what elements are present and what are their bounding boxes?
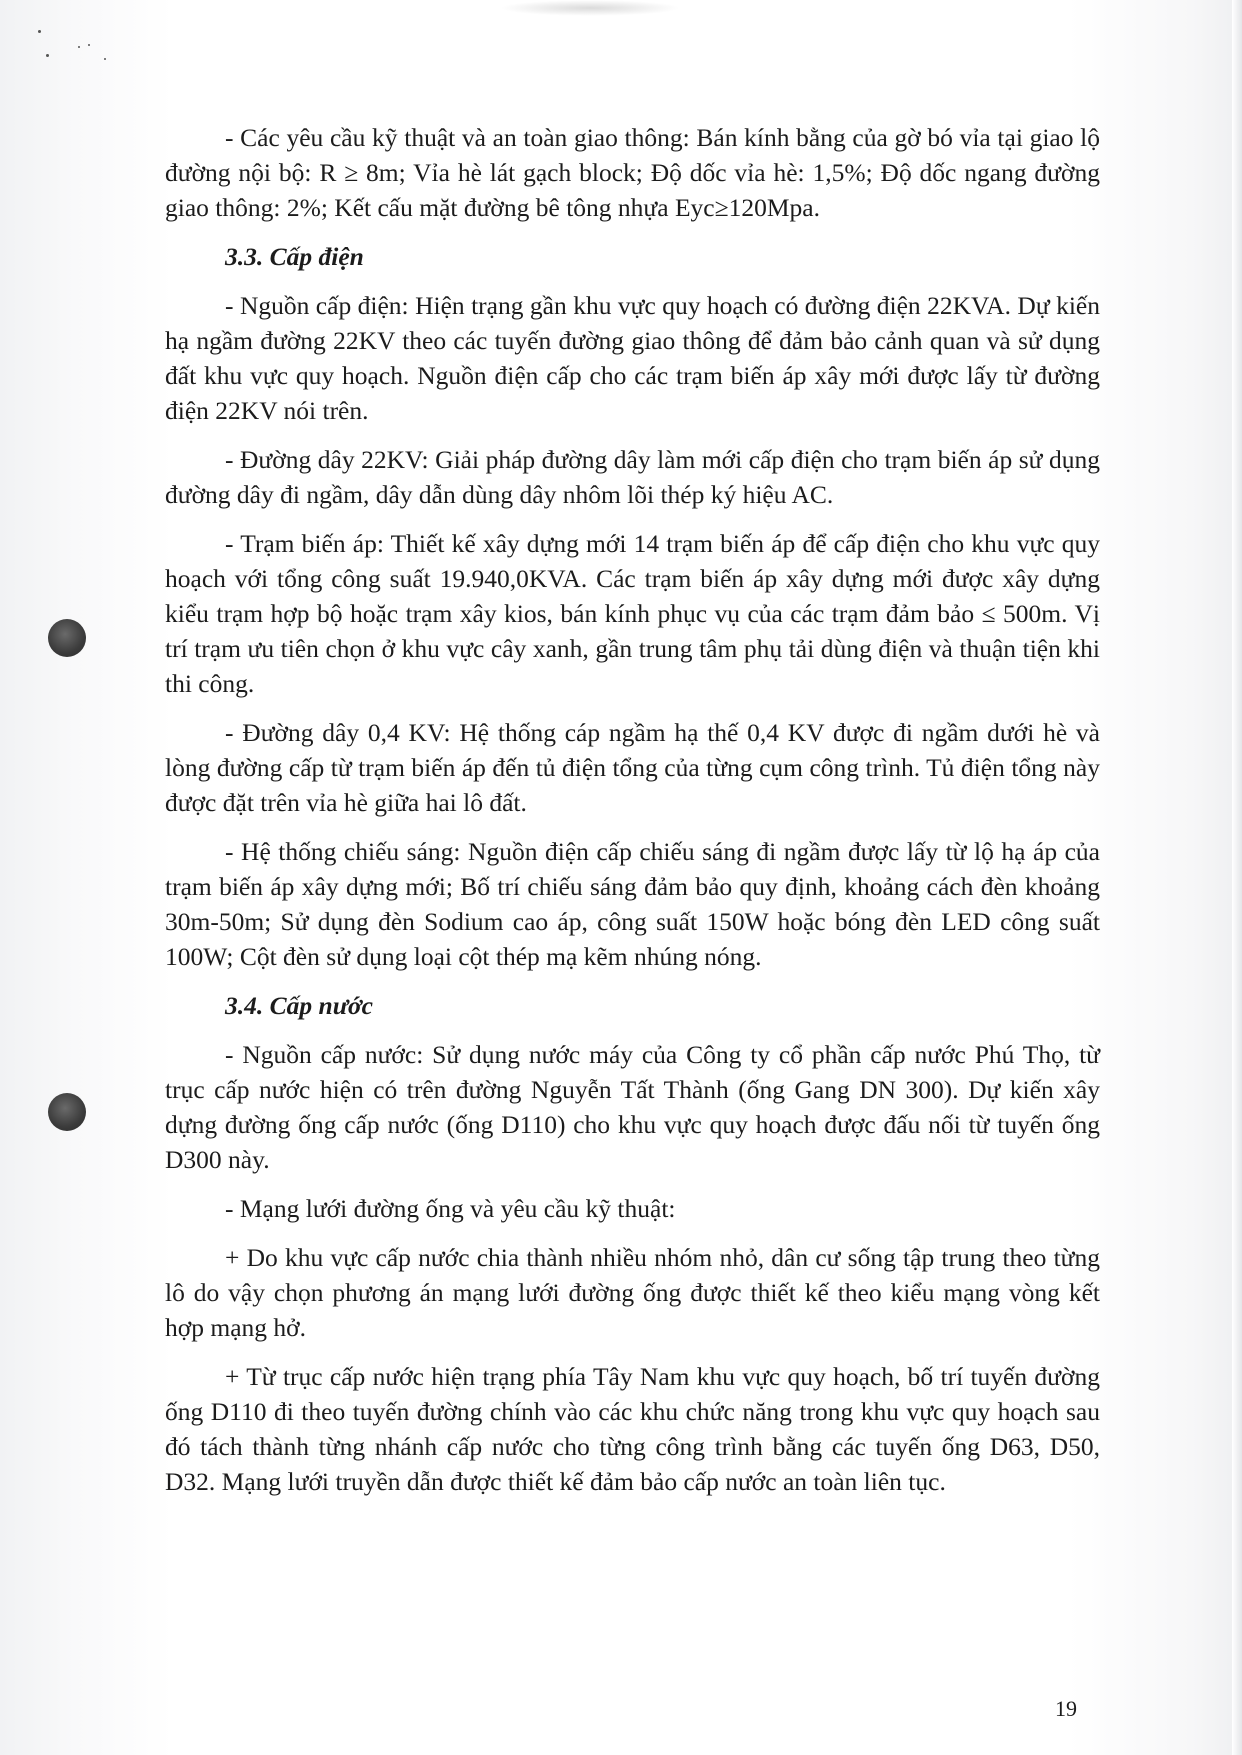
punch-hole xyxy=(48,619,86,657)
scan-speck xyxy=(88,44,90,46)
scan-speck xyxy=(38,30,41,33)
page-edge-shadow xyxy=(1232,0,1242,1755)
page-number: 19 xyxy=(1055,1696,1077,1721)
paragraph-lighting-system: - Hệ thống chiếu sáng: Nguồn điện cấp chiếu sáng đi ngầm được lấy từ lộ hạ áp của trạm biến áp xây dựng mới; Bố trí chiếu sáng đảm bảo quy định, khoảng cách đèn khoảng 30m-50m; Sử dụng đèn Sodium cao áp, công suất 150W hoặc bóng đèn LED công suất 100W; Cột đèn sử dụng loại cột thép mạ kẽm nhúng nóng. xyxy=(165,837,1100,971)
scan-smudge xyxy=(500,0,680,16)
paragraph-traffic-requirements: - Các yêu cầu kỹ thuật và an toàn giao thông: Bán kính bằng của gờ bó vỉa tại giao lộ đường nội bộ: R ≥ 8m; Vỉa hè lát gạch block; Độ dốc vỉa hè: 1,5%; Độ dốc ngang đường giao thông: 2%; Kết cấu mặt đường bê tông nhựa Eyc≥120Mpa. xyxy=(165,123,1100,222)
section-heading-water-supply: 3.4. Cấp nước xyxy=(225,991,373,1020)
document-body xyxy=(165,120,1100,1513)
punch-hole xyxy=(48,1093,86,1131)
paragraph-04kv-line: - Đường dây 0,4 KV: Hệ thống cáp ngầm hạ thế 0,4 KV được đi ngầm dưới hè và lòng đường cấp từ trạm biến áp đến tủ điện tổng của từng cụm công trình. Tủ điện tổng này được đặt trên vỉa hè giữa hai lô đất. xyxy=(165,718,1100,817)
paragraph-water-source: - Nguồn cấp nước: Sử dụng nước máy của Công ty cổ phần cấp nước Phú Thọ, từ trục cấp nước hiện có trên đường Nguyễn Tất Thành (ống Gang DN 300). Dự kiến xây dựng đường ống cấp nước (ống D110) cho khu vực quy hoạch được đấu nối từ tuyến ống D300 này. xyxy=(165,1040,1100,1174)
scan-speck xyxy=(78,46,80,48)
paragraph-pipe-network-intro: - Mạng lưới đường ống và yêu cầu kỹ thuật: xyxy=(225,1194,676,1223)
section-heading-power-supply: 3.3. Cấp điện xyxy=(225,242,364,271)
paragraph-22kv-line: - Đường dây 22KV: Giải pháp đường dây làm mới cấp điện cho trạm biến áp sử dụng đường dây đi ngầm, dây dẫn dùng dây nhôm lõi thép ký hiệu AC. xyxy=(165,445,1100,509)
paragraph-power-source: - Nguồn cấp điện: Hiện trạng gần khu vực quy hoạch có đường điện 22KVA. Dự kiến hạ ngầm đường 22KV theo các tuyến đường giao thông để đảm bảo cảnh quan và sử dụng đất khu vực quy hoạch. Nguồn điện cấp cho các trạm biến áp xây mới được lấy từ đường điện 22KV nói trên. xyxy=(165,291,1100,425)
scan-speck xyxy=(104,58,106,60)
scan-speck xyxy=(46,54,49,57)
paragraph-transformer-station: - Trạm biến áp: Thiết kế xây dựng mới 14 trạm biến áp để cấp điện cho khu vực quy hoạch với tổng công suất 19.940,0KVA. Các trạm biến áp xây dựng mới được xây dựng kiểu trạm hợp bộ hoặc trạm xây kios, bán kính phục vụ của các trạm đảm bảo ≤ 500m. Vị trí trạm ưu tiên chọn ở khu vực cây xanh, gần trung tâm phụ tải dùng điện và thuận tiện khi thi công. xyxy=(165,529,1100,698)
paragraph-network-type: + Do khu vực cấp nước chia thành nhiều nhóm nhỏ, dân cư sống tập trung theo từng lô do vậy chọn phương án mạng lưới đường ống được thiết kế theo kiểu mạng vòng kết hợp mạng hở. xyxy=(165,1243,1100,1342)
paragraph-pipe-routing: + Từ trục cấp nước hiện trạng phía Tây Nam khu vực quy hoạch, bố trí tuyến đường ống D110 đi theo tuyến đường chính vào các khu chức năng trong khu vực quy hoạch sau đó tách thành từng nhánh cấp nước cho từng công trình bằng các tuyến ống D63, D50, D32. Mạng lưới truyền dẫn được thiết kế đảm bảo cấp nước an toàn liên tục. xyxy=(165,1362,1100,1496)
